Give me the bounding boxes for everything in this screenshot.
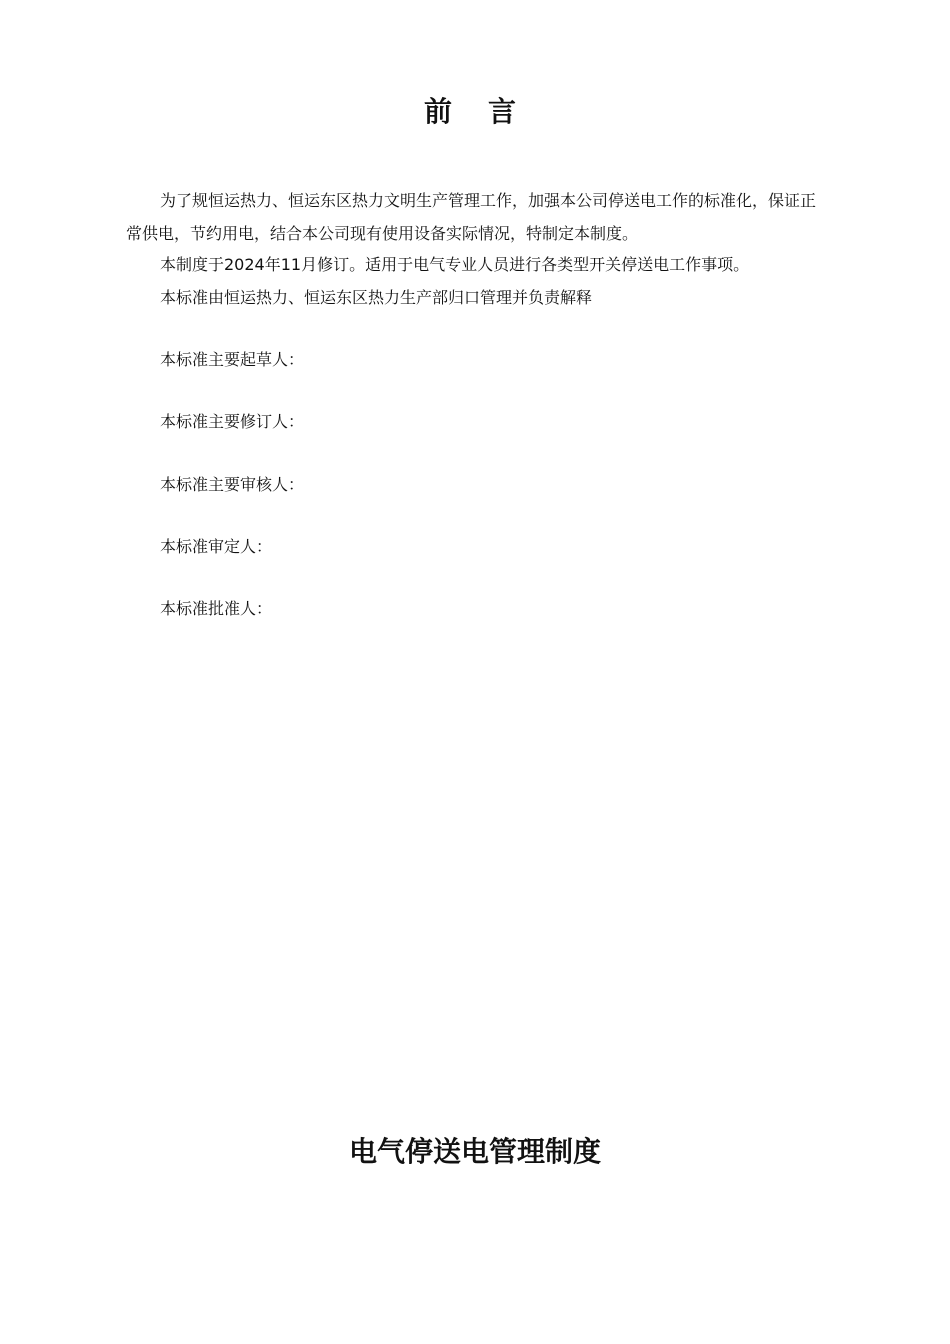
approver-review-label: 本标准审定人： xyxy=(160,537,273,556)
preface-paragraph-revision: 本制度于2024年11月修订。适用于电气专业人员进行各类型开关停送电工作事项。 xyxy=(160,255,750,274)
preface-title: 前言 xyxy=(423,95,552,128)
reviser-label: 本标准主要修订人： xyxy=(160,412,305,431)
preface-paragraph-purpose: 为了规恒运热力、恒运东区热力文明生产管理工作，加强本公司停送电工作的标准化，保证正常供电，节约用电，结合本公司现有使用设备实际情况，特制定本制度。 xyxy=(126,191,817,243)
approver-label: 本标准批准人： xyxy=(160,599,273,618)
auditor-label: 本标准主要审核人： xyxy=(160,475,305,494)
drafter-label: 本标准主要起草人： xyxy=(160,350,305,369)
document-title: 电气停送电管理制度 xyxy=(348,1135,601,1168)
preface-paragraph-management: 本标准由恒运热力、恒运东区热力生产部归口管理并负责解释 xyxy=(160,288,593,307)
